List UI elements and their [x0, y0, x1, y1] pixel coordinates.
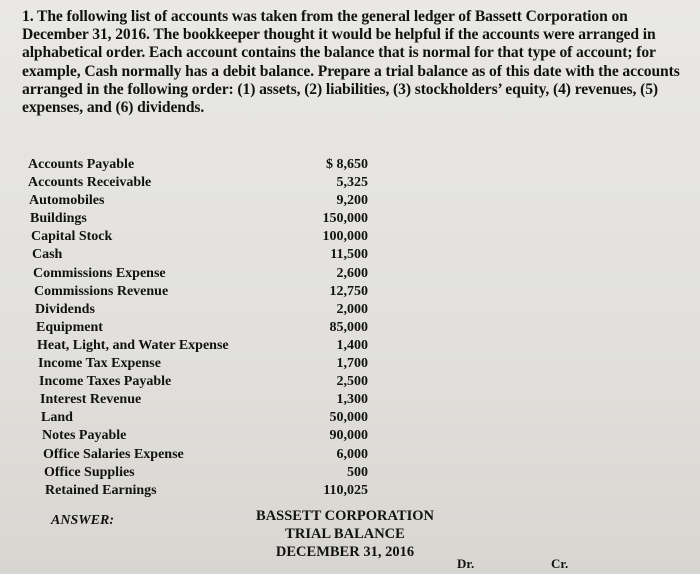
statement-date: DECEMBER 31, 2016 [275, 544, 415, 560]
account-row [28, 355, 368, 373]
account-row [28, 391, 368, 409]
account-name: Buildings [30, 211, 87, 227]
account-row [28, 482, 368, 500]
account-amount: $ 8,650 [326, 157, 368, 172]
account-amount: 1,400 [336, 337, 368, 353]
account-row [28, 319, 368, 337]
account-name: Land [41, 410, 73, 426]
account-row [28, 337, 368, 355]
question-line: expenses, and (6) dividends. [22, 99, 205, 117]
account-amount: 110,025 [323, 482, 368, 498]
account-amount: 11,500 [330, 247, 368, 263]
question-text [22, 8, 680, 117]
question-line: example, Cash normally has a debit balance. Prepare a trial balance as of this date with the accounts [22, 62, 680, 80]
account-row [28, 301, 368, 319]
account-row [28, 409, 368, 427]
account-row [28, 210, 368, 228]
account-row [28, 246, 368, 264]
account-name: Equipment [36, 319, 103, 335]
account-amount: 6,000 [336, 446, 368, 462]
account-amount: 90,000 [329, 428, 368, 444]
company-name: BASSETT CORPORATION [256, 508, 434, 524]
account-row [28, 174, 368, 192]
account-name: Accounts Receivable [28, 175, 152, 191]
account-amount: 500 [347, 464, 368, 480]
account-name: Automobiles [29, 193, 105, 209]
account-amount: 85,000 [329, 319, 368, 335]
account-name: Accounts Payable [28, 157, 135, 172]
account-row [28, 192, 368, 210]
question-line: 1. The following list of accounts was taken from the general ledger of Bassett Corporation on [22, 8, 628, 25]
question-line: December 31, 2016. The bookkeeper thought it would be helpful if the accounts were arranged in [22, 26, 656, 44]
trial-balance-heading [235, 507, 455, 561]
account-amount: 5,325 [336, 175, 368, 191]
account-name: Interest Revenue [40, 392, 142, 408]
account-name: Heat, Light, and Water Expense [37, 337, 229, 353]
account-row [28, 265, 368, 283]
account-amount: 2,500 [336, 374, 368, 390]
account-name: Retained Earnings [45, 482, 157, 498]
credit-column-header: Cr. [551, 556, 569, 571]
account-row [28, 373, 368, 391]
account-name: Commissions Expense [33, 265, 166, 281]
account-amount: 12,750 [329, 283, 368, 299]
account-amount: 9,200 [336, 193, 368, 209]
account-amount: 2,000 [336, 301, 368, 317]
account-name: Income Taxes Payable [39, 374, 172, 390]
question-line: alphabetical order. Each account contains the balance that is normal for that type of account; for [22, 44, 656, 62]
account-amount: 1,700 [336, 356, 368, 372]
answer-label: ANSWER: [51, 513, 115, 528]
account-amount: 100,000 [322, 229, 368, 245]
account-row [28, 464, 368, 482]
account-name: Office Supplies [44, 464, 135, 480]
account-list [28, 156, 368, 500]
account-row [28, 156, 368, 174]
account-name: Commissions Revenue [34, 283, 169, 299]
account-name: Capital Stock [31, 229, 113, 245]
account-amount: 50,000 [329, 410, 368, 426]
account-row [28, 228, 368, 246]
account-name: Cash [32, 247, 63, 263]
account-name: Office Salaries Expense [43, 446, 184, 462]
question-line: arranged in the following order: (1) assets, (2) liabilities, (3) stockholders’ equity, (4) revenues, (5) [22, 80, 658, 98]
account-name: Income Tax Expense [38, 356, 161, 372]
account-name: Dividends [35, 301, 95, 317]
account-row [28, 283, 368, 301]
account-amount: 1,300 [336, 392, 368, 408]
account-name: Notes Payable [42, 428, 127, 444]
account-row [28, 446, 368, 464]
debit-column-header: Dr. [457, 556, 475, 571]
statement-title: TRIAL BALANCE [285, 526, 405, 542]
account-amount: 2,600 [336, 265, 368, 281]
account-amount: 150,000 [322, 211, 368, 227]
account-row [28, 427, 368, 445]
